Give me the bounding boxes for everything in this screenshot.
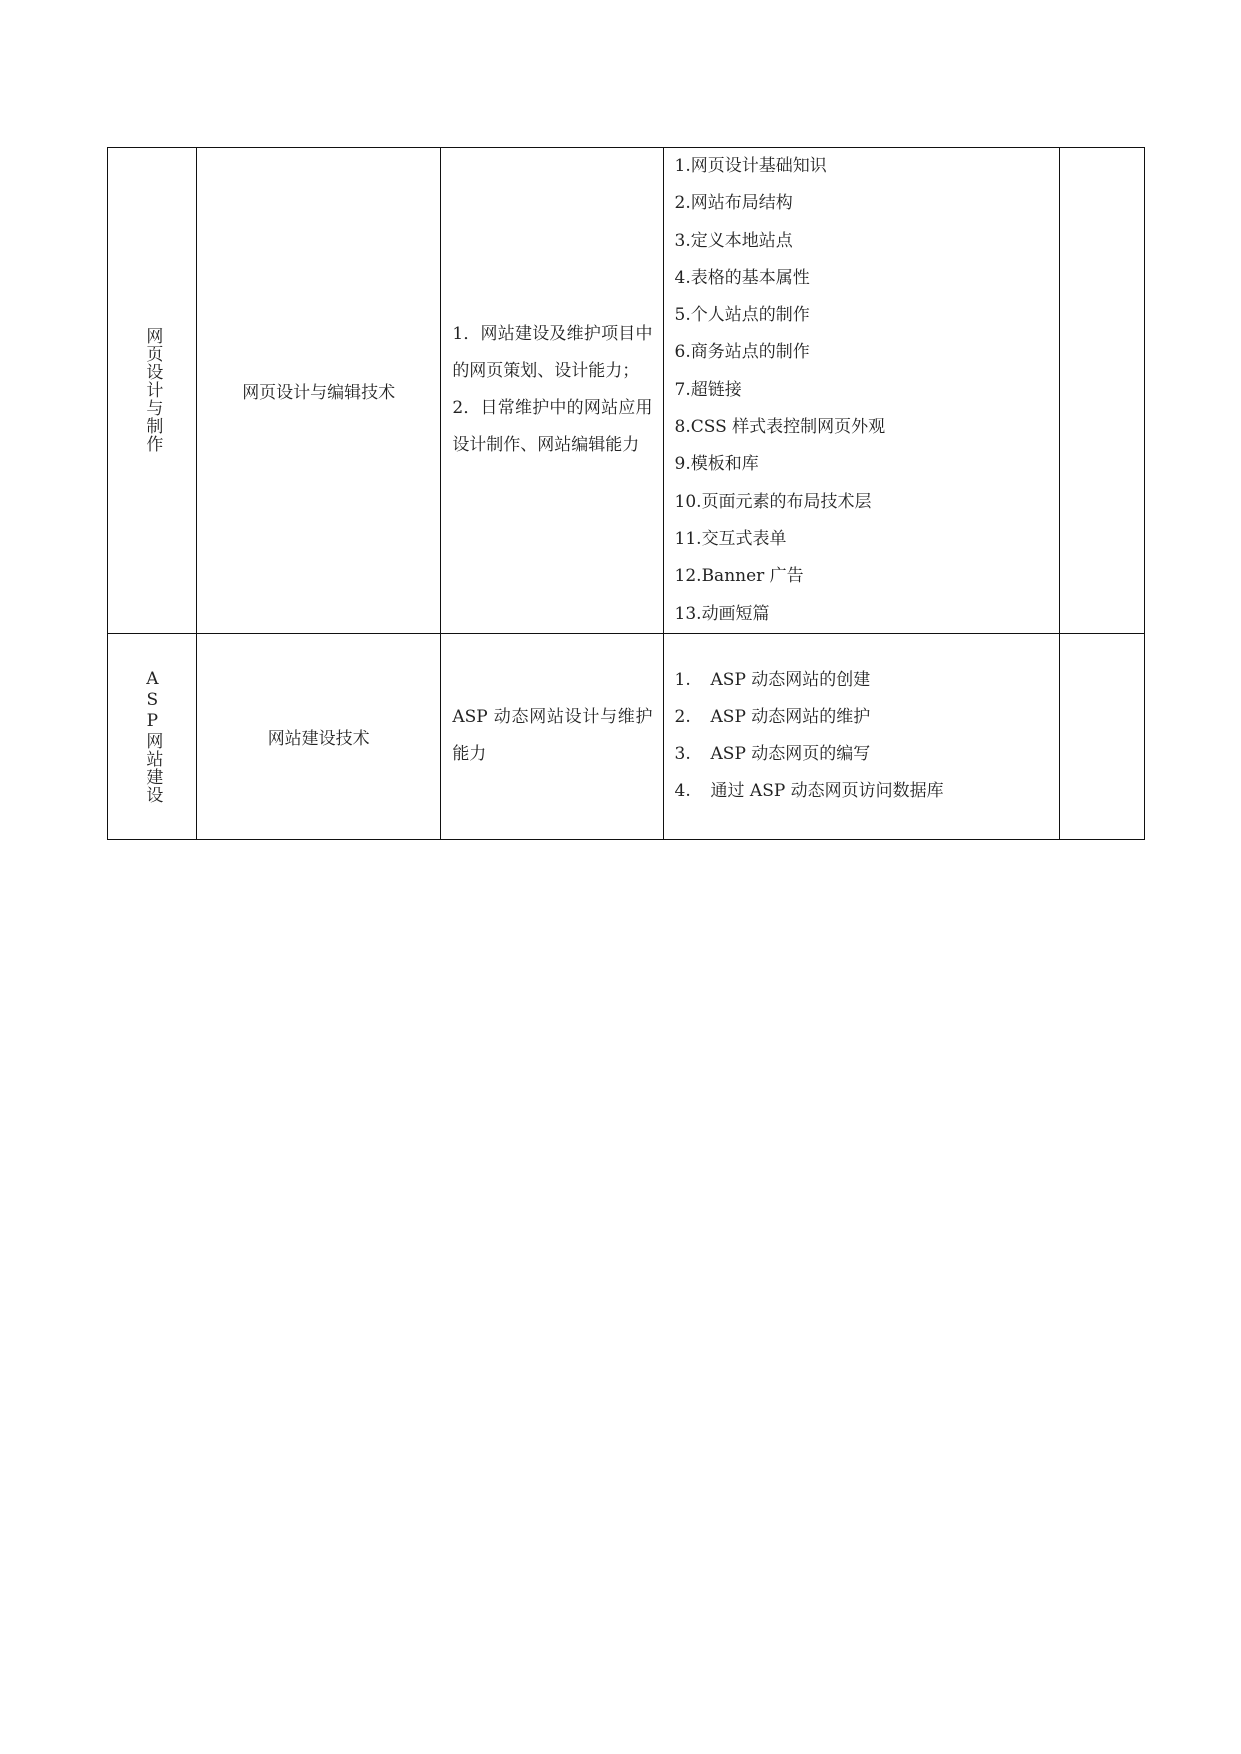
ability-item: 2．日常维护中的网站应用设计制作、网站编辑能力	[452, 398, 653, 456]
category-label: ASP网站建设	[142, 668, 163, 804]
list-item: 3.定义本地站点	[674, 230, 793, 251]
ability-item: 1．网站建设及维护项目中的网页策划、设计能力；	[452, 324, 653, 382]
content-cell	[663, 148, 1059, 634]
list-item: 13.动画短篇	[674, 603, 770, 624]
content-cell	[663, 633, 1059, 839]
list-item: 4.表格的基本属性	[674, 267, 810, 288]
list-item: 8.CSS 样式表控制网页外观	[674, 417, 886, 438]
category-cell	[108, 148, 197, 634]
ability-item: ASP 动态网站设计与维护能力	[452, 707, 653, 765]
list-item: 11.交互式表单	[674, 528, 787, 549]
category-label: 网页设计与制作	[142, 327, 163, 454]
list-item: 2. ASP 动态网站的维护	[674, 707, 871, 728]
list-item: 3. ASP 动态网页的编写	[674, 744, 871, 765]
list-item: 10.页面元素的布局技术层	[674, 491, 872, 512]
list-item: 4. 通过 ASP 动态网页访问数据库	[674, 781, 944, 802]
content-list	[664, 662, 1059, 810]
course-name: 网站建设技术	[267, 728, 370, 749]
extra-cell	[1059, 633, 1144, 839]
list-item: 2.网站布局结构	[674, 193, 793, 214]
list-item: 12.Banner 广告	[674, 566, 804, 587]
ability-cell	[441, 633, 663, 839]
course-cell	[197, 148, 441, 634]
extra-cell	[1059, 148, 1144, 634]
list-item: 5.个人站点的制作	[674, 305, 810, 326]
ability-cell	[441, 148, 663, 634]
table-row	[108, 148, 1145, 634]
list-item: 7.超链接	[674, 379, 742, 400]
list-item: 6.商务站点的制作	[674, 342, 810, 363]
course-cell	[197, 633, 441, 839]
content-list	[664, 148, 1059, 633]
category-cell	[108, 633, 197, 839]
table-row	[108, 633, 1145, 839]
list-item: 9.模板和库	[674, 454, 759, 475]
curriculum-table	[107, 147, 1145, 840]
list-item: 1. ASP 动态网站的创建	[674, 670, 871, 691]
ability-description	[441, 316, 662, 464]
list-item: 1.网页设计基础知识	[674, 156, 827, 176]
course-name: 网页设计与编辑技术	[242, 382, 396, 403]
ability-description	[441, 699, 662, 773]
